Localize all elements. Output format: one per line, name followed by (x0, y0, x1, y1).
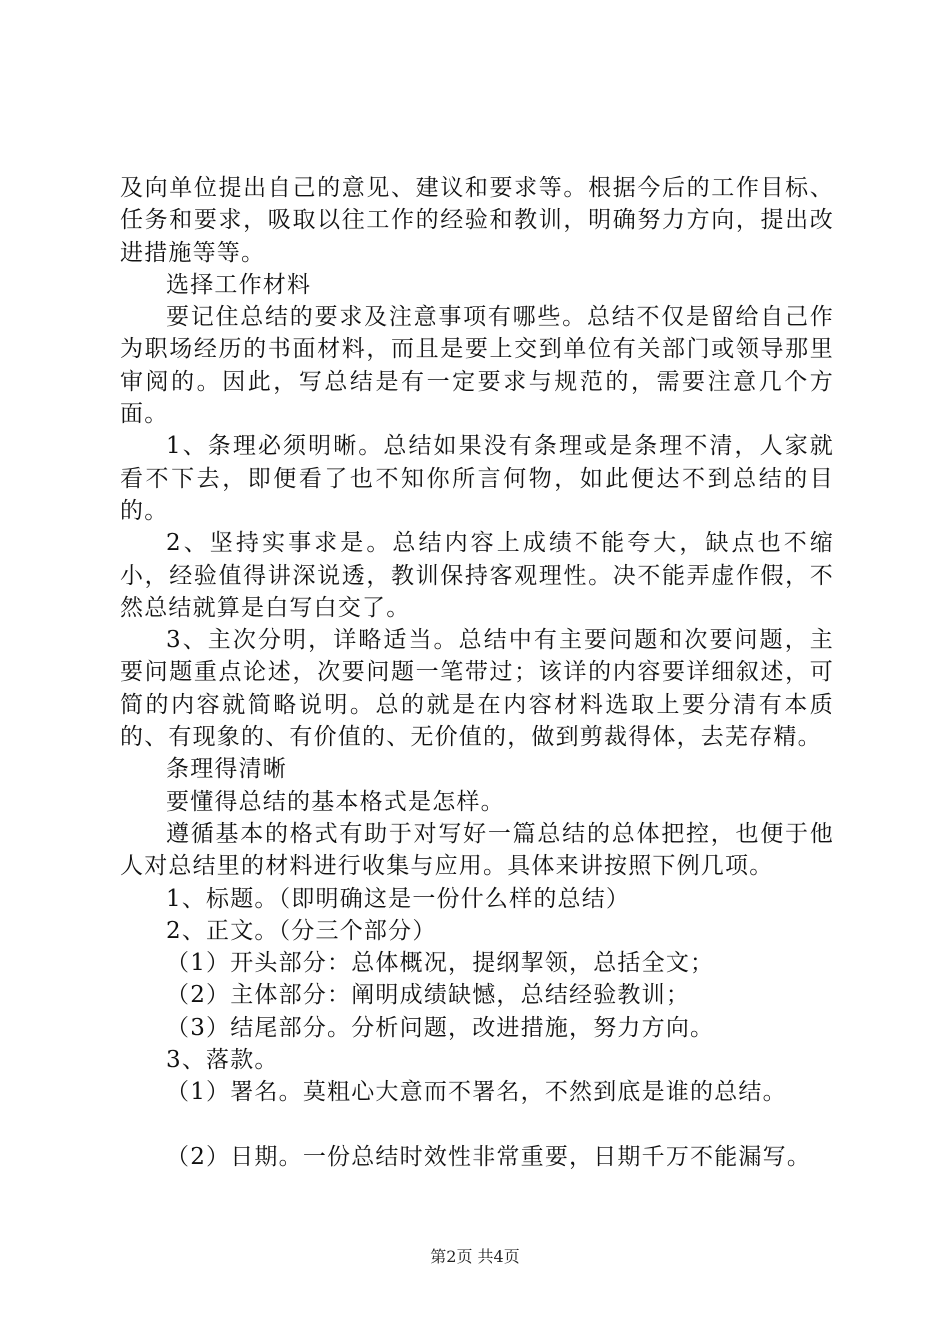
list-item-title: 1、标题。（即明确这是一份什么样的总结） (166, 885, 631, 912)
paragraph-point-1: 1、条理必须明晰。总结如果没有条理或是条理不清，人家就看不下去，即便看了也不知你所言何物，如此便达不到总结的目的。 (120, 433, 834, 524)
paragraph-point-2: 2、坚持实事求是。总结内容上成绩不能夸大，缺点也不缩小，经验值得讲深说透，教训保持客观理性。决不能弄虚作假，不然总结就算是白写白交了。 (120, 530, 834, 621)
sub-item-main: （2）主体部分：阐明成绩缺憾，总结经验教训； (166, 982, 691, 1009)
document-body (120, 172, 834, 1173)
sub-item-opening: （1）开头部分：总体概况，提纲挈领，总括全文； (166, 950, 715, 977)
sub-item-name: （1）署名。莫粗心大意而不署名，不然到底是谁的总结。 (166, 1079, 787, 1106)
paragraph-requirements-intro: 要记住总结的要求及注意事项有哪些。总结不仅是留给自己作为职场经历的书面材料，而且是要上交到单位有关部门或领导那里审阅的。因此，写总结是有一定要求与规范的，需要注意几个方面。 (120, 304, 834, 428)
section-heading-select-material: 选择工作材料 (166, 271, 312, 298)
list-item-body: 2、正文。（分三个部分） (166, 917, 437, 944)
sub-item-ending: （3）结尾部分。分析问题，改进措施，努力方向。 (166, 1014, 715, 1041)
paragraph-format-question: 要懂得总结的基本格式是怎样。 (166, 788, 505, 815)
page-number-footer: 第2页 共4页 (430, 1247, 520, 1266)
sub-item-date: （2）日期。一份总结时效性非常重要，日期千万不能漏写。 (166, 1143, 812, 1170)
paragraph-continuation: 及向单位提出自己的意见、建议和要求等。根据今后的工作目标、任务和要求，吸取以往工作的经验和教训，明确努力方向，提出改进措施等等。 (120, 175, 834, 266)
blank-line (120, 1109, 834, 1141)
paragraph-point-3: 3、主次分明，详略适当。总结中有主要问题和次要问题，主要问题重点论述，次要问题一笔带过；该详的内容要详细叙述，可简的内容就简略说明。总的就是在内容材料选取上要分清有本质的、有现象的、有价值的、无价值的，做到剪裁得体，去芜存精。 (120, 627, 834, 751)
list-item-signature: 3、落款。 (166, 1047, 279, 1074)
paragraph-format-intro: 遵循基本的格式有助于对写好一篇总结的总体把控，也便于他人对总结里的材料进行收集与应用。具体来讲按照下例几项。 (120, 820, 834, 880)
section-heading-clarity: 条理得清晰 (166, 756, 287, 783)
